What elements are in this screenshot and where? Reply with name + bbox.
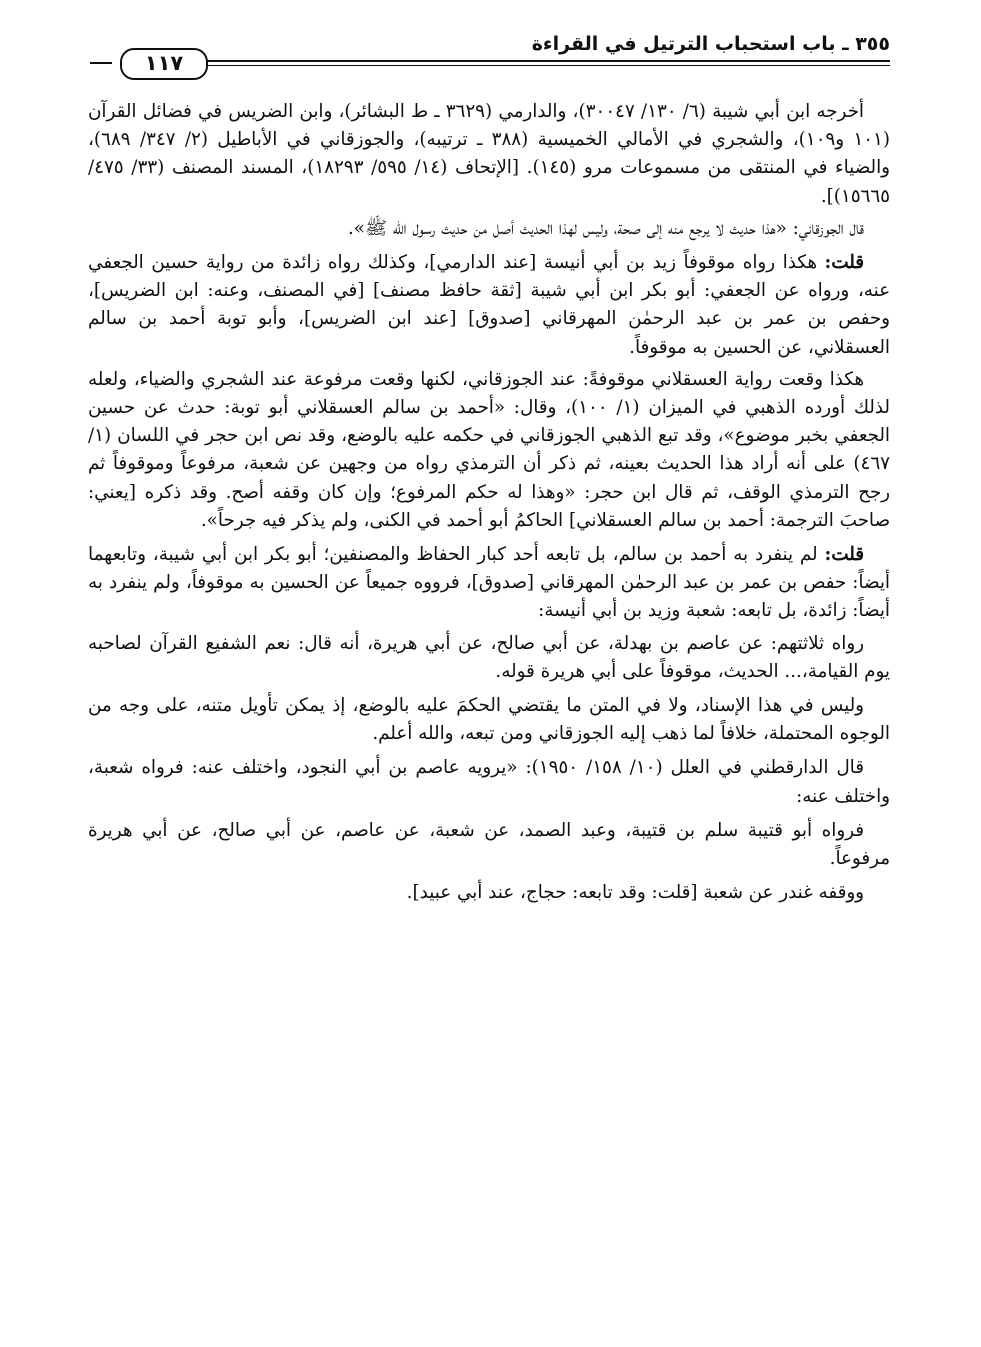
paragraph-text: هكذا رواه موقوفاً زيد بن أبي أنيسة [عند الدارمي]، وكذلك رواه زائدة من رواية حسين الجعفي عنه، ورواه عن الجعفي: أبو بكر ابن أبي شيبة [ثقة حافظ مصنف] [في المصنف، وعنه: ابن الضريس]، وحفص بن عمر بن عبد الرحمٰن المهرقاني [صدوق] [عند ابن الضريس]، وأبو توبة أحمد بن سالم العسقلاني، عن الحسين به موقوفاً. (88, 252, 890, 358)
qult-label: قلت: (824, 252, 864, 274)
paragraph-qult-1 (88, 249, 890, 362)
paragraph-text: لم ينفرد به أحمد بن سالم، بل تابعه أحد كبار الحفاظ والمصنفين؛ أبو بكر ابن أبي شيبة، وتابعهما أيضاً: حفص بن عمر بن عبد الرحمٰن المهرقاني [صدوق]، فرووه جميعاً عن الحسين به موقوفاً، ولم ينفرد به أيضاً: زائدة، بل تابعه: شعبة وزيد بن أبي أنيسة: (88, 544, 890, 622)
paragraph-riwayah: رواه ثلاثتهم: عن عاصم بن بهدلة، عن أبي صالح، عن أبي هريرة، أنه قال: نعم الشفيع القرآن لصاحبه يوم القيامة،... الحديث، موقوفاً على أبي هريرة قوله. (88, 632, 890, 682)
page-header (90, 30, 890, 80)
page-number-ornament (90, 48, 210, 78)
paragraph-abu-qutaybah: فرواه أبو قتيبة سلم بن قتيبة، وعبد الصمد، عن شعبة، عن عاصم، عن أبي صالح، عن أبي هريرة مرفوعاً. (88, 819, 890, 870)
ornament-line (90, 62, 112, 64)
paragraph-daraqutni: قال الدارقطني في العلل (١٠/ ١٥٨/ ١٩٥٠): «يرويه عاصم بن أبي النجود، واختلف عنه: فرواه شعبة، واختلف عنه: (88, 757, 890, 807)
paragraph-wadh: وليس في هذا الإسناد، ولا في المتن ما يقتضي الحكمَ عليه بالوضع، إذ يمكن تأويل متنه، على وجه من الوجوه المحتملة، خلافاً لما ذهب إليه الجوزقاني ومن تبعه، والله أعلم. (88, 695, 890, 745)
paragraph-qult-2 (88, 541, 890, 626)
page-number: ١١٧ (120, 48, 208, 80)
paragraph-asqalani: هكذا وقعت رواية العسقلاني موقوفةً: عند الجوزقاني، لكنها وقعت مرفوعة عند الشجري والضياء، ولعله لذلك أورده الذهبي في الميزان (١/ ١٠٠)، وقال: «أحمد بن سالم العسقلاني أبو توبة: حدث عن حسين الجعفي بخبر موضوع»، وقد تبع الذهبي الجوزقاني في حكمه عليه بالوضع، وقد نص ابن حجر في اللسان (١/ ٤٦٧) على أنه أراد هذا الحديث بعينه، ثم ذكر أن الترمذي رواه من وجهين عن شعبة، مرفوعاً وموقوفاً ثم رجح الترمذي الوقف، ثم قال ابن حجر: «وهذا له حكم المرفوع؛ وإن كان وقفه أصح. وقد ذكره [يعني: صاحبَ الترجمة: أحمد بن سالم العسقلاني] الحاكمُ أبو أحمد في الكنى، ولم يذكر فيه جرحاً». (88, 368, 890, 531)
paragraph-takhrij: أخرجه ابن أبي شيبة (٦/ ١٣٠/ ٣٠٠٤٧)، والدارمي (٣٦٢٩ ـ ط البشائر)، وابن الضريس في فضائل القرآن (١٠١ و١٠٩)، والشجري في الأمالي الخميسية (٣٨٨ ـ ترتيبه)، والجوزقاني في الأباطيل (٢/ ٣٤٧/ ٦٨٩)، والضياء في المنتقى من مسموعات مرو (١٤٥). [الإتحاف (١٤/ ٥٩٥/ ١٨٢٩٣)، المسند المصنف (٣٣/ ٤٧٥/ ١٥٦٦٥)]. (88, 101, 890, 207)
page-body (88, 98, 890, 907)
header-rule (200, 60, 890, 66)
qult-label: قلت: (824, 544, 864, 566)
paragraph-ghundar: ووقفه غندر عن شعبة [قلت: وقد تابعه: حجاج، عند أبي عبيد]. (406, 882, 864, 904)
running-title: ٣٥٥ ـ باب استحباب الترتيل في القراءة (531, 33, 890, 55)
paragraph-jawzaqani-quote: قال الجوزقاني: «هذا حديث لا يرجع منه إلى صحة، وليس لهذا الحديث أصل من حديث رسول الله ﷺ». (348, 217, 864, 239)
